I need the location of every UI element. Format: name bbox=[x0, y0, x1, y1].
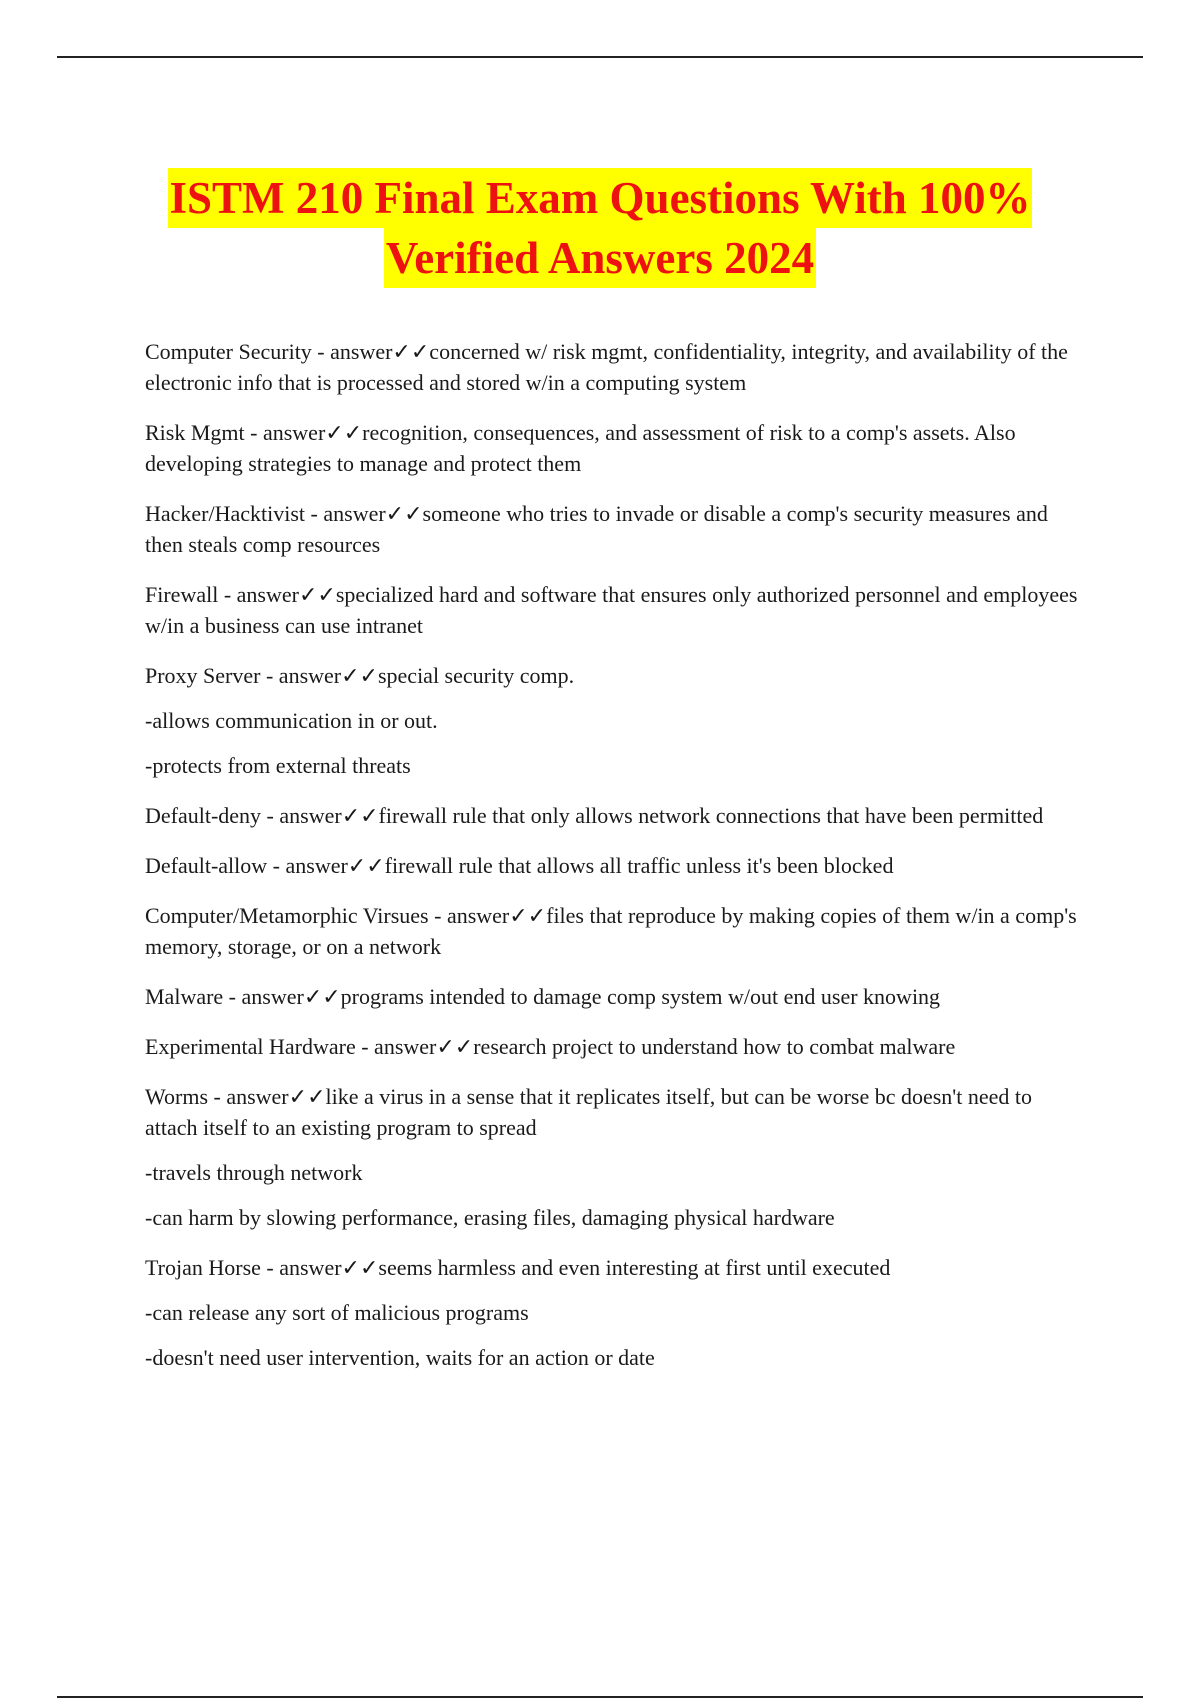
qa-bullet: -doesn't need user intervention, waits for an action or date bbox=[145, 1345, 655, 1370]
title-line-1: ISTM 210 Final Exam Questions With 100% bbox=[168, 168, 1033, 228]
qa-bullet: -can harm by slowing performance, erasing files, damaging physical hardware bbox=[145, 1205, 835, 1230]
bottom-rule bbox=[57, 1696, 1143, 1698]
qa-entry: Risk Mgmt - answer✓✓recognition, consequences, and assessment of risk to a comp's assets. Also developing strategies to manage and protect them bbox=[145, 420, 1016, 476]
qa-entry: Default-deny - answer✓✓firewall rule that only allows network connections that have been permitted bbox=[145, 803, 1044, 828]
qa-bullet: -allows communication in or out. bbox=[145, 708, 438, 733]
qa-entry: Computer Security - answer✓✓concerned w/ risk mgmt, confidentiality, integrity, and availability of the electronic info that is processed and stored w/in a computing system bbox=[145, 339, 1068, 395]
qa-entry: Default-allow - answer✓✓firewall rule that allows all traffic unless it's been blocked bbox=[145, 853, 894, 878]
qa-bullet: -can release any sort of malicious programs bbox=[145, 1300, 529, 1325]
qa-entry: Proxy Server - answer✓✓special security comp. bbox=[145, 663, 575, 688]
qa-entry: Hacker/Hacktivist - answer✓✓someone who tries to invade or disable a comp's security measures and then steals comp resources bbox=[145, 501, 1048, 557]
qa-bullet: -protects from external threats bbox=[145, 753, 411, 778]
top-rule bbox=[57, 56, 1143, 58]
qa-bullet: -travels through network bbox=[145, 1160, 363, 1185]
qa-entry: Firewall - answer✓✓specialized hard and software that ensures only authorized personnel and employees w/in a business can use intranet bbox=[145, 582, 1078, 638]
qa-entry: Computer/Metamorphic Virsues - answer✓✓files that reproduce by making copies of them w/in a comp's memory, storage, or on a network bbox=[145, 903, 1077, 959]
qa-entry: Experimental Hardware - answer✓✓research project to understand how to combat malware bbox=[145, 1034, 956, 1059]
qa-entry: Worms - answer✓✓like a virus in a sense that it replicates itself, but can be worse bc doesn't need to attach itself to an existing program to spread bbox=[145, 1084, 1033, 1140]
qa-entry: Trojan Horse - answer✓✓seems harmless and even interesting at first until executed bbox=[145, 1255, 891, 1280]
qa-entry: Malware - answer✓✓programs intended to damage comp system w/out end user knowing bbox=[145, 984, 941, 1009]
qa-list bbox=[145, 336, 1085, 1392]
title-line-2: Verified Answers 2024 bbox=[384, 228, 816, 288]
document-title bbox=[0, 168, 1200, 288]
